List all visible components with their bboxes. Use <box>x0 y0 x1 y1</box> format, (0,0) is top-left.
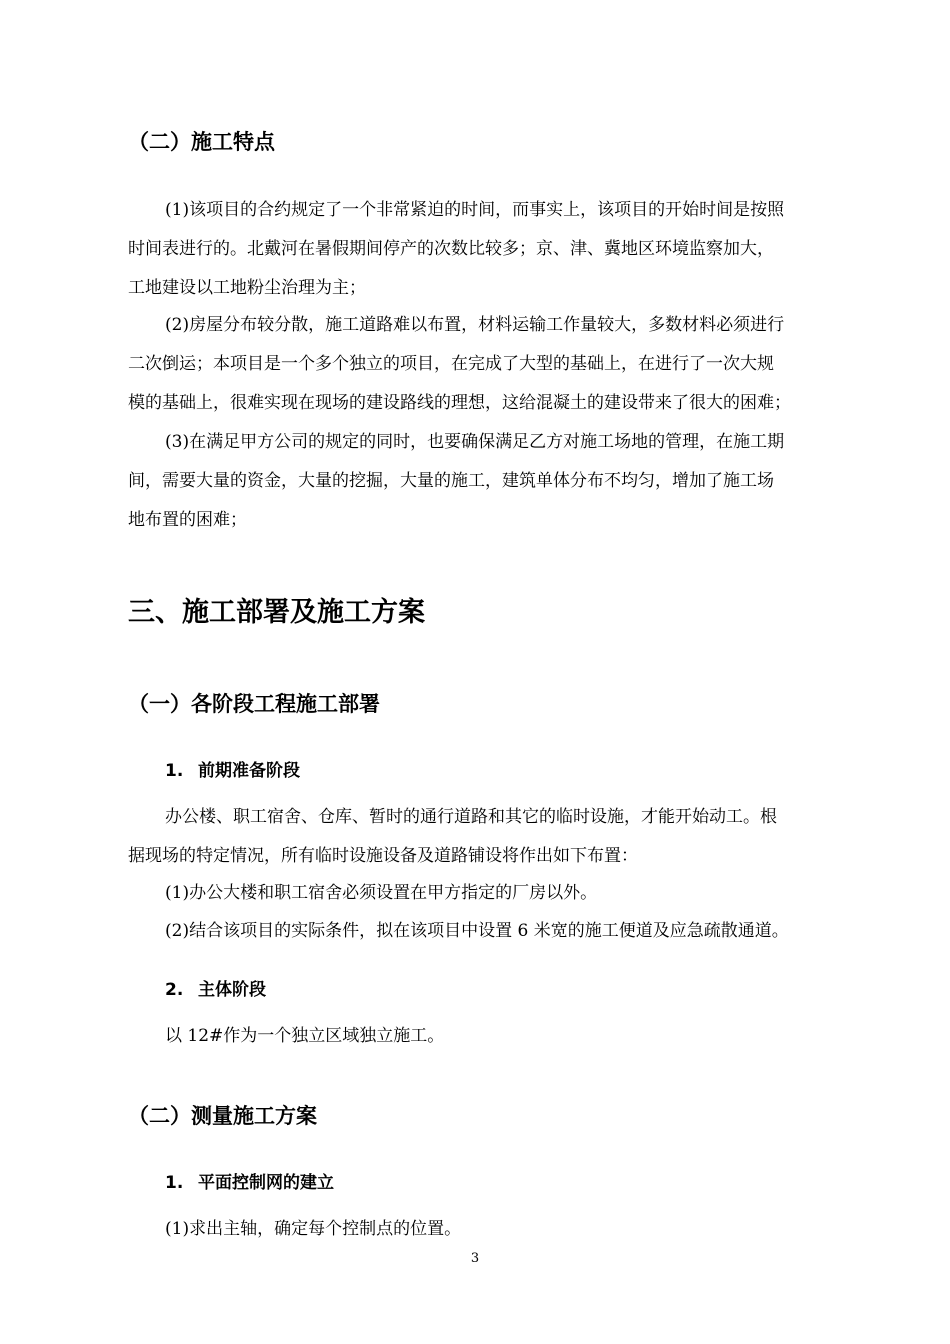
subsection-title: 主体阶段 <box>198 980 266 1000</box>
paragraph-line: 以 12#作为一个独立区域独立施工。 <box>165 1026 445 1046</box>
subsection-title: 平面控制网的建立 <box>198 1173 334 1193</box>
paragraph-line: 工地建设以工地粉尘治理为主； <box>128 278 366 298</box>
chapter-heading-deployment-plan: 三、施工部署及施工方案 <box>128 597 425 628</box>
subsection-heading-main-stage <box>165 977 266 1003</box>
paragraph-line: 地布置的困难； <box>128 510 247 530</box>
paragraph-line: (2)房屋分布较分散，施工道路难以布置，材料运输工作量较大，多数材料必须进行 <box>165 315 785 335</box>
page-number: 3 <box>470 1251 480 1266</box>
paragraph-line: 时间表进行的。北戴河在暑假期间停产的次数比较多；京、津、冀地区环境监察加大， <box>128 239 774 259</box>
paragraph-line: 间，需要大量的资金，大量的挖掘，大量的施工，建筑单体分布不均匀，增加了施工场 <box>128 471 774 491</box>
section-heading-construction-features: （二）施工特点 <box>128 130 275 154</box>
paragraph-line: (2)结合该项目的实际条件，拟在该项目中设置 6 米宽的施工便道及应急疏散通道。 <box>165 921 789 941</box>
subsection-title: 前期准备阶段 <box>198 761 300 781</box>
section-heading-survey-plan: （二）测量施工方案 <box>128 1104 317 1128</box>
subsection-heading-preparation <box>165 758 300 784</box>
subsection-number: 1. <box>165 761 184 781</box>
paragraph-line: (1)求出主轴，确定每个控制点的位置。 <box>165 1219 462 1239</box>
paragraph-line: 据现场的特定情况，所有临时设施设备及道路铺设将作出如下布置： <box>128 846 638 866</box>
section-heading-stage-deployment: （一）各阶段工程施工部署 <box>128 692 380 716</box>
subsection-number: 2. <box>165 980 184 1000</box>
subsection-heading-control-network <box>165 1170 334 1196</box>
paragraph-line: 模的基础上，很难实现在现场的建设路线的理想，这给混凝土的建设带来了很大的困难； <box>128 393 791 413</box>
paragraph-line: (1)办公大楼和职工宿舍必须设置在甲方指定的厂房以外。 <box>165 883 598 903</box>
paragraph-line: 办公楼、职工宿舍、仓库、暂时的通行道路和其它的临时设施，才能开始动工。根 <box>165 807 777 827</box>
paragraph-line: (3)在满足甲方公司的规定的同时，也要确保满足乙方对施工场地的管理，在施工期 <box>165 432 785 452</box>
subsection-number: 1. <box>165 1173 184 1193</box>
paragraph-line: 二次倒运；本项目是一个多个独立的项目，在完成了大型的基础上，在进行了一次大规 <box>128 354 774 374</box>
paragraph-line: (1)该项目的合约规定了一个非常紧迫的时间，而事实上，该项目的开始时间是按照 <box>165 200 785 220</box>
